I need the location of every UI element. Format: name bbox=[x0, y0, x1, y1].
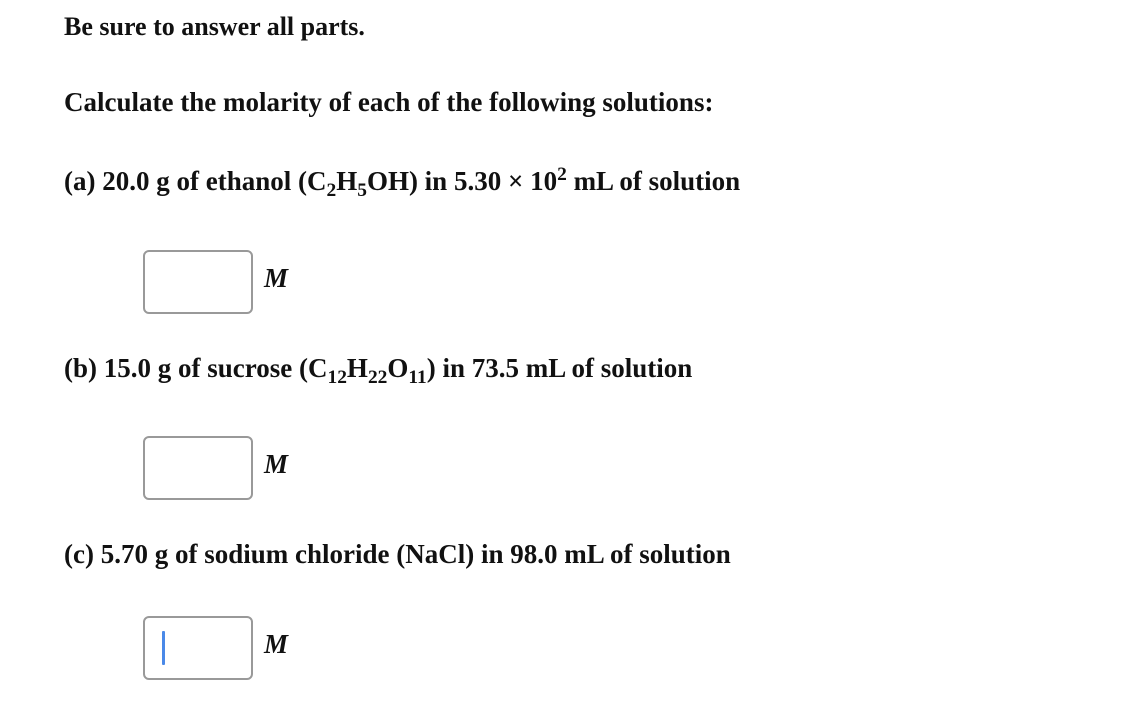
part-b-question bbox=[64, 353, 693, 389]
subscript: 11 bbox=[408, 367, 427, 389]
part-c-question: (c) 5.70 g of sodium chloride (NaCl) in 98.0 mL of solution bbox=[64, 539, 731, 569]
part-a-question bbox=[64, 164, 741, 202]
part-b-text: ) in 73.5 mL of solution bbox=[426, 353, 693, 383]
subscript: 5 bbox=[357, 180, 367, 202]
subscript: 12 bbox=[327, 367, 347, 389]
part-b-text: O bbox=[387, 353, 409, 383]
part-a-text: (a) 20.0 g of ethanol (C bbox=[64, 166, 327, 196]
subscript: 2 bbox=[326, 180, 337, 202]
question-prompt: Calculate the molarity of each of the following solutions: bbox=[64, 87, 714, 117]
part-a-text: OH) in 5.30 × 10 bbox=[366, 166, 558, 196]
part-b-answer-input[interactable] bbox=[143, 436, 253, 500]
part-a-answer-input[interactable] bbox=[143, 250, 253, 314]
superscript: 2 bbox=[557, 164, 567, 186]
part-b-text: H bbox=[346, 353, 368, 383]
part-b-text: (b) 15.0 g of sucrose (C bbox=[64, 353, 328, 383]
part-b-unit-label: M bbox=[264, 449, 289, 479]
part-c-unit-label: M bbox=[264, 629, 289, 659]
part-a-text: mL of solution bbox=[566, 166, 741, 196]
instructions: Be sure to answer all parts. bbox=[64, 12, 365, 41]
subscript: 22 bbox=[367, 367, 388, 389]
part-c-answer-input[interactable] bbox=[143, 616, 253, 680]
text-cursor bbox=[162, 631, 165, 665]
part-a-unit-label: M bbox=[264, 263, 289, 293]
part-a-text: H bbox=[336, 166, 358, 196]
